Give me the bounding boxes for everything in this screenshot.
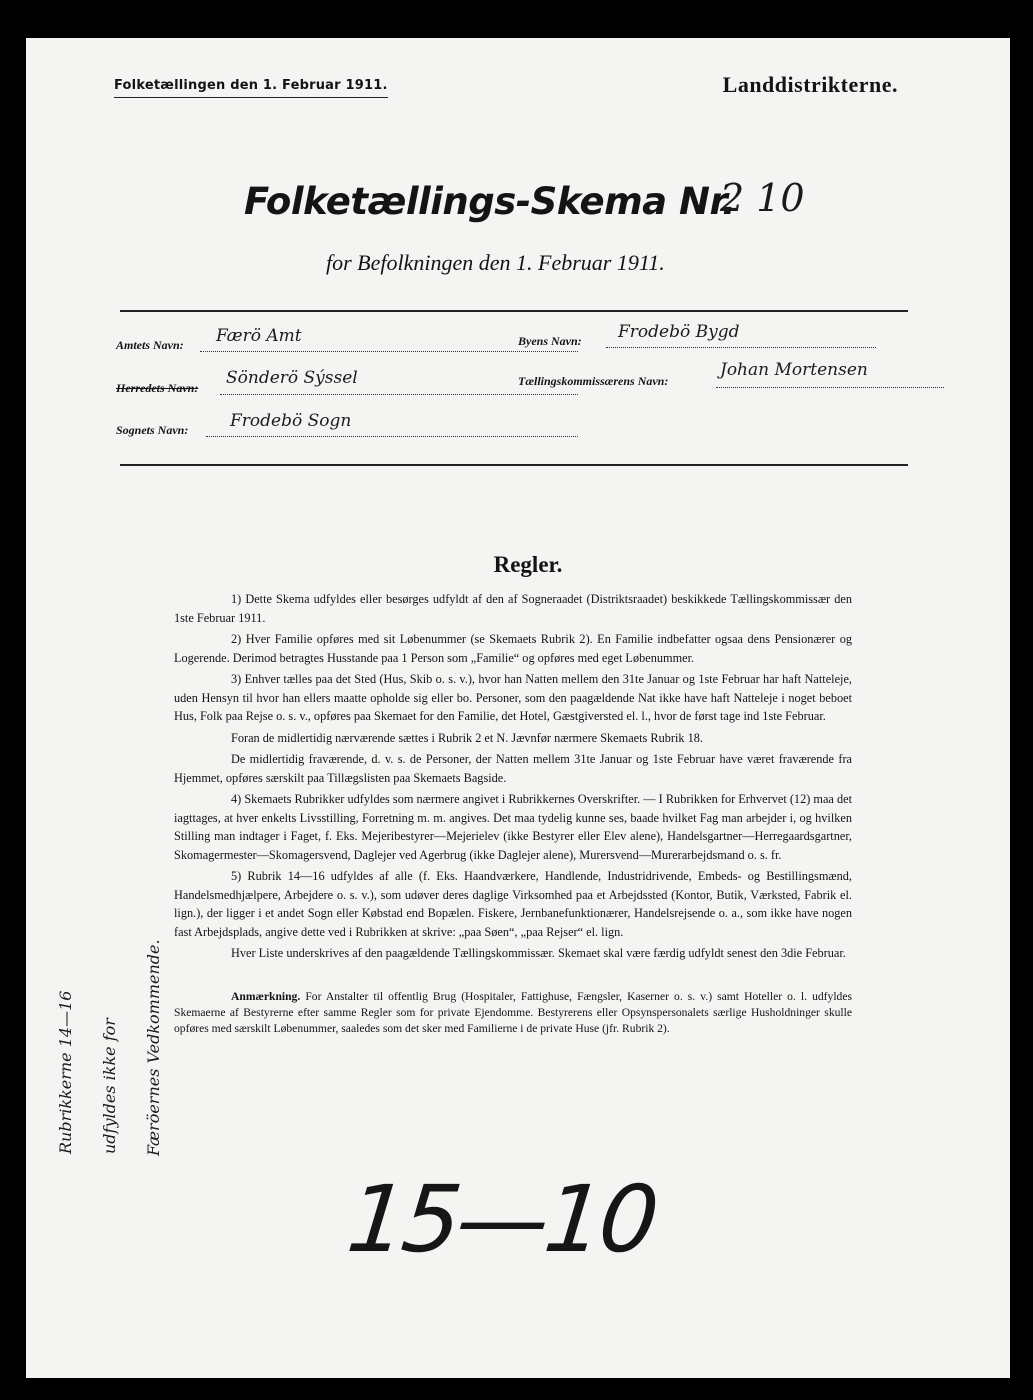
by-label: Byens Navn: [518,334,582,348]
note-paragraph [174,989,852,1037]
amt-value: Færö Amt [216,326,302,346]
rule-paragraph: Foran de midlertidig nærværende sættes i Rubrik 2 et N. Jævnfør nærmere Skemaets Rubrik 18. [231,730,704,745]
kommissaer-field [518,374,668,389]
herred-value: Sönderö Sýssel [226,368,358,388]
kommissaer-value: Johan Mortensen [720,360,868,380]
margin-note-line-2: udfyldes ikke for [100,1018,119,1154]
top-divider [120,310,908,312]
form-title: Folketællings-Skema Nr. [244,180,736,223]
kommissaer-dotted-line [716,387,944,388]
margin-note-line-3: Færöernes Vedkommende. [144,939,163,1156]
herred-label: Herredets Navn: [116,381,199,395]
form-subtitle: for Befolkningen den 1. Februar 1911. [326,250,665,275]
herred-dotted-line [220,394,578,395]
handwritten-bottom-number: 15—10 [342,1166,660,1273]
kommissaer-label: Tællingskommissærens Navn: [518,374,669,388]
rule-paragraph: 1) Dette Skema udfyldes eller besørges udfyldt af den af Sogneraadet (Distriktsraadet) beskikkede Tællingskommissær den 1ste Februar 1911. [174,592,852,625]
census-date-header [114,78,388,93]
note-text: For Anstalter til offentlig Brug (Hospitaler, Fattighuse, Fængsler, Kaserner o. s. v.) samt Hoteller o. l. udfyldes Skemaerne af Bestyrerne efter samme Regler som for private Ejendomme. Bestyrerens eller Opsynspersonalets særlige Husholdninger skulle opføres med særskilt Løbenummer, saaledes som det sker med Familierne i de private Huse (jfr. Rubrik 2). [174,989,853,1035]
by-dotted-line [606,347,876,348]
fields-divider [120,464,908,466]
census-form-page [26,38,1010,1378]
note-label: Anmærkning. [231,989,301,1003]
amt-dotted-line [200,351,578,352]
rule-paragraph: 2) Hver Familie opføres med sit Løbenummer (se Skemaets Rubrik 2). En Familie indbefatter ogsaa dens Pensionærer og Logerende. Derimod betragtes Husstande paa 1 Person som „Familie“ og opføres med eget Løbenummer. [174,632,852,665]
rule-paragraph: 3) Enhver tælles paa det Sted (Hus, Skib o. s. v.), hvor han Natten mellem den 31te Januar og 1ste Februar har haft Natteleje, uden Hensyn til hvor han ellers maatte opholde sig eller bo. Personer, som den paagældende Nat ikke have haft Natteleje i noget beboet Hus, Folk paa Rejse o. s. v., opføres paa Skemaet for den Familie, det Hotel, Gæstgiversted el. l., hvor de først tage ind 1ste Februar. [174,672,852,723]
form-number-handwritten: 2 10 [720,176,805,220]
by-field [518,334,582,349]
bleed-through-mark [60,78,68,112]
census-date-text: Folketællingen den 1. Februar 1911. [114,78,388,93]
sogn-value: Frodebö Sogn [230,411,352,431]
margin-note-line-1: Rubrikkerne 14—16 [56,990,75,1154]
amt-label: Amtets Navn: [116,338,184,352]
herred-field [116,381,198,396]
rule-paragraph: De midlertidig fraværende, d. v. s. de Personer, der Natten mellem 31te Januar og 1ste Februar have været fraværende fra Hjemmet, opføres særskilt paa Tillægslisten paa Skemaets Bagside. [174,752,852,785]
district-type-header: Landdistrikterne. [722,72,898,97]
rules-title: Regler. [493,552,563,577]
rule-paragraph: Hver Liste underskrives af den paagældende Tællingskommissær. Skemaet skal være færdig udfyldt senest den 3die Februar. [231,946,846,960]
by-value: Frodebö Bygd [618,322,740,342]
rule-paragraph: 4) Skemaets Rubrikker udfyldes som nærmere angivet i Rubrikkernes Overskrifter. — I Rubrikken for Erhvervet (12) maa det iagttages, at hver enkelts Livsstilling, Forretning m. m. angives. Det maa tydelig kunne ses, baade hvilket Fag man arbejder i, og hvilken Stilling man indtager i Faget, f. Eks. Mejeribestyrer—Mejerielev (ikke Bestyrer eller Elev alene), Handelsgartner—Herregaardsgartner, Skomagermester—Skomagersvend, Daglejer ved Agerbrug (ikke Daglejer alene), Murersvend—Murerarbejdsmand o. s. fr. [174,792,852,862]
amt-field [116,338,184,353]
rules-body [174,590,852,1040]
rule-paragraph: 5) Rubrik 14—16 udfyldes af alle (f. Eks. Haandværkere, Handlende, Industridrivende, Embeds- og Bestillingsmænd, Handelsmedhjælpere, Arbejdere o. s. v.), som udøver deres daglige Virksomhed paa et Arbejdssted (Kontor, Butik, Værksted, Fabrik el. lign.), der ligger i et andet Sogn eller Købstad end Bopælen. Fiskere, Jernbanefunktionærer, Handelsrejsende o. a., som ikke have nogen fast Arbejdsplads, angive dette ved i Rubrikken at skrive: „paa Søen“, „paa Rejser“ el. lign. [174,869,852,939]
header-underline [114,97,388,98]
sogn-field [116,423,188,438]
sogn-dotted-line [206,436,578,437]
sogn-label: Sognets Navn: [116,423,189,437]
